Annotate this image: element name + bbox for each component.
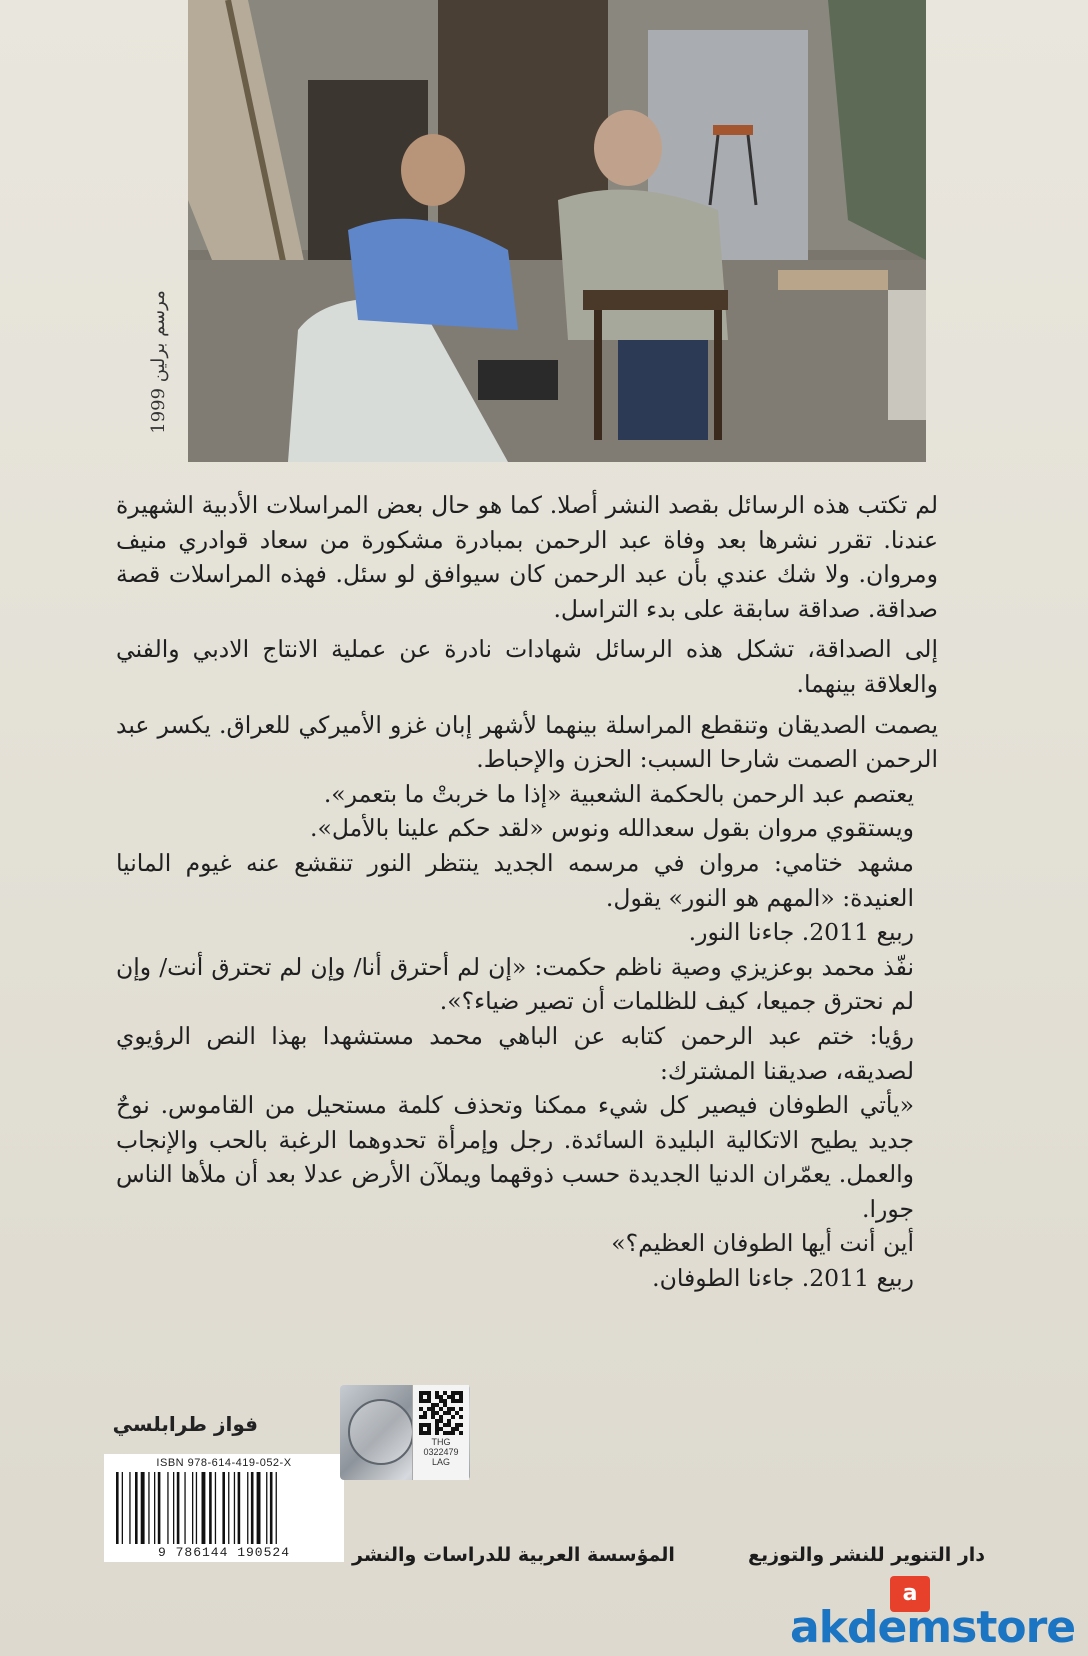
- qr-module: [435, 1423, 439, 1427]
- isbn-label: ISBN 978-614-419-052-X: [156, 1457, 292, 1469]
- qr-module: [451, 1427, 455, 1431]
- qr-module: [459, 1407, 463, 1411]
- qr-module: [455, 1411, 459, 1415]
- qr-module: [427, 1399, 431, 1403]
- qr-module: [431, 1415, 435, 1419]
- paragraph: ويستقوي مروان بقول سعدالله ونوس «لقد حكم علينا بالأمل».: [310, 814, 914, 843]
- qr-module: [455, 1399, 459, 1403]
- qr-module: [447, 1419, 451, 1423]
- publisher-right: دار التنوير للنشر والتوزيع: [748, 1544, 986, 1566]
- qr-module: [423, 1391, 427, 1395]
- qr-module: [435, 1431, 439, 1435]
- isbn-barcode: [104, 1454, 344, 1562]
- qr-module: [419, 1427, 423, 1431]
- barcode-bar: [154, 1472, 155, 1544]
- paragraph: أين أنت أيها الطوفان العظيم؟»: [611, 1229, 914, 1258]
- barcode-bar: [135, 1472, 138, 1544]
- barcode-bar: [177, 1472, 180, 1544]
- qr-module: [435, 1427, 439, 1431]
- qr-module: [443, 1399, 447, 1403]
- qr-module: [447, 1407, 451, 1411]
- barcode-bar: [215, 1472, 216, 1544]
- paragraph: نفّذ محمد بوعزيزي وصية ناظم حكمت: «إن لم أحترق أنا/ وإن لم تحترق أنت/ وإن لم نحترق جميعا، كيف للظلمات أن تصير ضياء؟».: [116, 952, 914, 1016]
- publisher-left: المؤسسة العربية للدراسات والنشر: [352, 1544, 675, 1566]
- barcode-bar: [247, 1472, 248, 1544]
- barcode-digits: 9 786144 190524: [157, 1545, 291, 1560]
- barcode-bar: [276, 1472, 277, 1544]
- qr-module: [439, 1407, 443, 1411]
- qr-module: [427, 1427, 431, 1431]
- qr-module: [435, 1403, 439, 1407]
- barcode-bar: [270, 1472, 273, 1544]
- qr-code-icon: [419, 1391, 463, 1435]
- qr-module: [423, 1431, 427, 1435]
- author-name: فواز طرابلسي: [112, 1412, 258, 1436]
- paragraph: ربيع 2011. جاءنا الطوفان.: [652, 1264, 914, 1293]
- qr-module: [439, 1427, 443, 1431]
- qr-module: [451, 1399, 455, 1403]
- barcode-bar: [129, 1472, 130, 1544]
- qr-module: [427, 1423, 431, 1427]
- qr-module: [427, 1407, 431, 1411]
- barcode-bar: [209, 1472, 212, 1544]
- qr-module: [419, 1415, 423, 1419]
- qr-module: [427, 1391, 431, 1395]
- qr-module: [455, 1423, 459, 1427]
- qr-module: [431, 1407, 435, 1411]
- qr-module: [459, 1395, 463, 1399]
- hologram-seal-icon: [348, 1399, 414, 1465]
- qr-module: [435, 1395, 439, 1399]
- barcode-icon: [114, 1472, 334, 1544]
- barcode-bar: [234, 1472, 235, 1544]
- store-watermark[interactable]: [790, 1576, 1088, 1656]
- qr-module: [419, 1407, 423, 1411]
- paragraph: إلى الصداقة، تشكل هذه الرسائل شهادات نادرة عن عملية الانتاج الادبي والفني والعلاقة بينهما.: [116, 635, 938, 698]
- studio-photo: [188, 0, 926, 462]
- photo-caption: مرسم برلين 1999: [148, 290, 169, 434]
- barcode-bar: [228, 1472, 229, 1544]
- qr-module: [419, 1423, 423, 1427]
- paragraph: رؤيا: ختم عبد الرحمن كتابه عن الباهي محمد مستشهدا بهذا النص الرؤيوي لصديقه، صديقنا المشترك:: [116, 1021, 914, 1085]
- qr-module: [427, 1431, 431, 1435]
- barcode-bar: [122, 1472, 123, 1544]
- qr-module: [451, 1391, 455, 1395]
- store-logo-icon: a: [890, 1576, 930, 1612]
- sticker-code: THG 0322479 LAG: [423, 1437, 459, 1467]
- qr-module: [443, 1411, 447, 1415]
- blurb-text: [116, 488, 938, 1296]
- qr-module: [435, 1411, 439, 1415]
- barcode-bar: [116, 1472, 119, 1544]
- barcode-bar: [266, 1472, 267, 1544]
- qr-module: [451, 1407, 455, 1411]
- barcode-bar: [202, 1472, 206, 1544]
- qr-module: [451, 1415, 455, 1419]
- qr-module: [447, 1411, 451, 1415]
- barcode-bar: [158, 1472, 161, 1544]
- qr-module: [455, 1427, 459, 1431]
- qr-module: [423, 1415, 427, 1419]
- qr-module: [443, 1423, 447, 1427]
- barcode-bar: [222, 1472, 225, 1544]
- qr-module: [443, 1403, 447, 1407]
- barcode-bar: [184, 1472, 185, 1544]
- qr-module: [447, 1431, 451, 1435]
- qr-module: [443, 1431, 447, 1435]
- qr-module: [439, 1415, 443, 1419]
- barcode-bar: [148, 1472, 149, 1544]
- security-sticker: [412, 1385, 469, 1480]
- barcode-bar: [238, 1472, 241, 1544]
- qr-module: [435, 1391, 439, 1395]
- qr-module: [451, 1395, 455, 1399]
- paragraph: يصمت الصديقان وتنقطع المراسلة بينهما لأشهر إبان غزو الأميركي للعراق. يكسر عبد الرحمن الصمت شارحا السبب: الحزن والإحباط.: [116, 710, 938, 774]
- qr-module: [459, 1391, 463, 1395]
- barcode-bar: [173, 1472, 174, 1544]
- qr-module: [451, 1431, 455, 1435]
- qr-module: [423, 1411, 427, 1415]
- qr-module: [447, 1395, 451, 1399]
- qr-module: [447, 1423, 451, 1427]
- qr-module: [455, 1391, 459, 1395]
- qr-module: [431, 1411, 435, 1415]
- qr-module: [443, 1391, 447, 1395]
- quote-paragraph: «يأتي الطوفان فيصير كل شيء ممكنا وتحذف كلمة مستحيل من القاموس. نوحٌ جديد يطيح الاتكالية البليدة السائدة. رجل وإمرأة تحدوهما الرغبة بالحب والإنجاب والعمل. يعمّران الدنيا الجديدة حسب ذوقهما ويملآن الأرض عدلا بعد أن ملأها الناس جورا.: [116, 1091, 914, 1223]
- paragraph: مشهد ختامي: مروان في مرسمه الجديد ينتظر النور تنقشع عنه غيوم المانيا العنيدة: «المهم هو النور» يقول.: [116, 848, 914, 912]
- store-name: akdemstore: [790, 1602, 1076, 1653]
- barcode-bar: [196, 1472, 197, 1544]
- qr-module: [435, 1419, 439, 1423]
- barcode-bar: [257, 1472, 261, 1544]
- qr-module: [419, 1431, 423, 1435]
- paragraph: لم تكتب هذه الرسائل بقصد النشر أصلا. كما هو حال بعض المراسلات الأدبية الشهيرة عندنا. تقرر نشرها بعد وفاة عبد الرحمن بمبادرة مشكورة من سعاد قوادري منيف ومروان. ولا شك عندي بأن عبد الرحمن كان سيوافق لو سئل. فهذه المراسلات قصة صداقة. صداقة سابقة على بدء التراسل.: [116, 491, 938, 623]
- qr-module: [423, 1423, 427, 1427]
- qr-module: [459, 1399, 463, 1403]
- qr-module: [439, 1419, 443, 1423]
- paragraph: يعتصم عبد الرحمن بالحكمة الشعبية «إذا ما خربتْ ما بتعمر».: [323, 779, 914, 808]
- barcode-bar: [251, 1472, 254, 1544]
- qr-module: [459, 1431, 463, 1435]
- qr-module: [427, 1395, 431, 1399]
- qr-module: [459, 1423, 463, 1427]
- barcode-bar: [141, 1472, 145, 1544]
- qr-module: [459, 1415, 463, 1419]
- paragraph: ربيع 2011. جاءنا النور.: [688, 918, 914, 947]
- barcode-bar: [167, 1472, 168, 1544]
- qr-module: [423, 1399, 427, 1403]
- qr-module: [439, 1399, 443, 1403]
- qr-module: [419, 1395, 423, 1399]
- qr-module: [439, 1395, 443, 1399]
- qr-module: [431, 1403, 435, 1407]
- barcode-bar: [192, 1472, 193, 1544]
- qr-module: [419, 1391, 423, 1395]
- qr-module: [419, 1399, 423, 1403]
